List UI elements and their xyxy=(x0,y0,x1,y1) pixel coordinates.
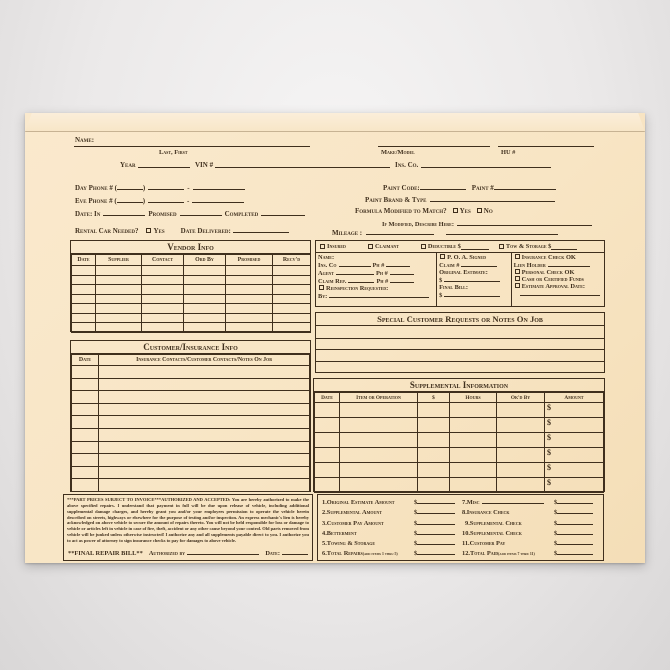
vendor-empty-row xyxy=(72,294,311,304)
special-requests-title: Special Customer Requests or Notes On Job xyxy=(316,313,604,326)
hu-blank-line xyxy=(498,141,594,147)
tow-blank xyxy=(551,244,577,250)
paint-code-blank xyxy=(420,184,466,190)
year-label: Year xyxy=(120,161,136,169)
agent-ph-blank xyxy=(390,269,414,275)
special-requests-section xyxy=(315,312,605,373)
poa-label: P. O. A. Signed xyxy=(447,254,486,261)
ci-empty-row xyxy=(72,454,310,467)
tow-checkbox xyxy=(499,244,504,249)
terms-body: ***PART PRICES SUBJECT TO INVOICE***AUTHORIZED AND ACCEPTED: You are hereby authorized to make the above specified repairs. I understand that payment in full will be due upon release of vehicle, including additional supplemental damage charges, and hereby grant you and/or your employees permission to operate the vehicle herein described on streets, highways or elsewhere for the purpose of testing and/or inspection. An express mechanic's lien is hereby acknowledged on above vehicle to secure the amount of repairs thereto. You will not be held responsible for loss or damage to vehicle or articles left in vehicle in case of fire, theft, accident or any other cause beyond your control. Old parts removed from vehicle will be junked unless otherwise instructed! I authorize any and all supplements payable direct to you. I authorize you to act as power of attorney to sign insurance checks to pay for damages to above vehicle. xyxy=(67,497,309,543)
total-item-8-amount xyxy=(554,508,599,516)
total-item-4-amount xyxy=(414,529,462,537)
by-row xyxy=(318,292,434,300)
total-item-1-label: 1.Original Estimate Amount xyxy=(322,499,395,506)
ci-empty-row xyxy=(72,466,310,479)
vendor-empty-row xyxy=(72,304,311,314)
sup-empty-row xyxy=(315,403,604,418)
total-item-6-label xyxy=(322,550,414,557)
ins-co-ph-blank xyxy=(386,261,410,267)
vendor-col-ordby: Ord By xyxy=(184,255,226,266)
dollar-sign: $ xyxy=(554,509,558,517)
name-sub-label: Last, First xyxy=(159,149,188,156)
sup-col-okd: Ok'd By xyxy=(497,393,545,403)
ci-empty-row xyxy=(72,428,310,441)
claim-num-row xyxy=(439,261,509,269)
original-estimate-amount-row xyxy=(439,276,509,284)
personal-check-row xyxy=(514,269,602,276)
mileage-blank-2 xyxy=(446,229,558,235)
formula-yes-label: Yes xyxy=(459,207,471,215)
paint-num-label: Paint # xyxy=(471,184,494,192)
personal-check-label: Personal Check OK xyxy=(521,269,575,277)
customer-insurance-table xyxy=(71,354,310,492)
total-item-5-blank xyxy=(417,539,455,545)
total-item-9-label: 9.Supplemental Check xyxy=(465,519,522,527)
dollar-sign: $ xyxy=(414,509,418,517)
by-label: By: xyxy=(318,293,328,301)
insurance-check-label: Insurance Check OK xyxy=(521,254,576,261)
promised-label: Promised xyxy=(148,210,177,218)
date-in-blank xyxy=(103,210,145,216)
total-item-3-amount xyxy=(414,519,462,527)
special-requests-empty-row xyxy=(316,349,604,361)
ins-co-label: Ins. Co xyxy=(318,262,337,270)
claim-rep-row xyxy=(318,277,434,285)
sup-amount-dollar: $ xyxy=(545,463,604,478)
claim-num-label: Claim # xyxy=(439,262,460,270)
customer-insurance-title: Customer/Insurance Info xyxy=(71,341,310,354)
ci-empty-row xyxy=(72,366,310,379)
ins-co-row xyxy=(318,261,434,269)
estimate-approval-checkbox xyxy=(515,283,520,288)
sup-amount-dollar: $ xyxy=(545,418,604,433)
ins-co-ph-label: Ph # xyxy=(372,262,385,270)
total-item-7-blank xyxy=(557,498,593,504)
final-repair-bill-label: **FINAL REPAIR BILL** xyxy=(68,549,143,557)
day-phone-row xyxy=(75,184,245,193)
paint-brand-blank xyxy=(430,196,555,202)
poa-row xyxy=(439,254,509,261)
total-item-2-amount xyxy=(414,508,462,516)
insured-checkbox xyxy=(320,244,325,249)
day-phone-dash: - xyxy=(187,184,190,192)
ci-empty-row xyxy=(72,391,310,404)
misc-label: 7.Misc xyxy=(462,499,480,506)
insurance-estimate-column xyxy=(437,253,512,307)
eve-phone-blank-2 xyxy=(192,197,244,203)
ci-empty-row xyxy=(72,416,310,429)
paint-num-blank xyxy=(494,184,556,190)
original-estimate-label: Original Estimate: xyxy=(439,269,488,277)
reinspection-label: Reinspection Requested: xyxy=(326,285,389,293)
total-item-3-label: 3.Customer Pay Amount xyxy=(322,519,384,527)
original-estimate-dollar: $ xyxy=(439,277,443,285)
sup-empty-row xyxy=(315,463,604,478)
make-model-blank-line xyxy=(378,141,490,147)
formula-yes-checkbox xyxy=(453,208,458,213)
ci-empty-row xyxy=(72,441,310,454)
claim-rep-blank xyxy=(348,277,374,283)
day-phone-label: Day Phone # ( xyxy=(75,184,117,192)
ins-name-label: Name: xyxy=(318,254,335,261)
total-item-9-amount xyxy=(554,519,599,527)
hu-label: HU # xyxy=(501,149,516,156)
final-bill-dollar: $ xyxy=(439,292,443,300)
sup-amount-dollar: $ xyxy=(545,433,604,448)
vendor-empty-row xyxy=(72,275,311,285)
sup-col-date: Date xyxy=(315,393,340,403)
total-item-4-label: 4.Betterment xyxy=(322,529,357,537)
original-estimate-blank xyxy=(444,276,500,282)
day-phone-blank-2 xyxy=(193,184,245,190)
dollar-sign: $ xyxy=(554,540,558,548)
lien-holder-row xyxy=(514,261,602,269)
vendor-empty-row xyxy=(72,323,311,333)
insured-label: Insured xyxy=(327,242,346,250)
cash-checkbox xyxy=(515,276,520,281)
sup-empty-row xyxy=(315,478,604,493)
name-blank-line xyxy=(74,141,310,147)
dollar-sign: $ xyxy=(414,529,418,537)
terms-section xyxy=(63,494,313,561)
total-item-5-amount xyxy=(414,539,462,547)
vendor-col-contact: Contact xyxy=(142,255,184,266)
estimate-approval-blank xyxy=(520,290,600,296)
claim-rep-label: Claim Rep. xyxy=(318,278,347,286)
promised-blank xyxy=(180,210,222,216)
ins-co-blank xyxy=(339,261,371,267)
rental-row xyxy=(75,227,289,236)
day-phone-area-blank xyxy=(117,184,143,190)
paint-code-label: Paint Code: xyxy=(383,184,420,192)
ci-empty-row xyxy=(72,479,310,492)
misc-desc-blank xyxy=(482,498,544,504)
totals-row xyxy=(322,529,599,539)
if-modified-row xyxy=(382,220,592,228)
sup-amount-dollar: $ xyxy=(545,403,604,418)
sup-amount-dollar: $ xyxy=(545,478,604,493)
auth-date-label: Date: xyxy=(265,549,280,557)
day-phone-blank-1 xyxy=(148,184,184,190)
eve-phone-blank-1 xyxy=(148,197,184,203)
authorized-by-blank xyxy=(187,549,259,555)
lien-holder-label: Lien Holder xyxy=(513,262,546,270)
sup-empty-row xyxy=(315,448,604,463)
completed-label: Completed xyxy=(224,210,259,218)
total-paid-sub: (add items 7 thru 11) xyxy=(498,552,535,557)
total-item-5-label: 5.Towing & Storage xyxy=(322,540,376,548)
rental-yes-checkbox xyxy=(146,228,151,233)
ci-empty-row xyxy=(72,403,310,416)
total-item-3-blank xyxy=(417,519,455,525)
paint-code-row xyxy=(383,184,556,193)
estimate-approval-blank-row xyxy=(514,290,602,296)
total-item-6-blank xyxy=(417,549,455,555)
deductible-blank xyxy=(461,244,489,250)
eve-phone-row xyxy=(75,197,244,206)
envelope-flap xyxy=(25,113,645,132)
total-item-10-amount xyxy=(554,529,599,537)
cash-row xyxy=(514,276,602,283)
total-item-10-label: 10.Supplemental Check xyxy=(462,529,522,537)
vendor-col-date: Date xyxy=(72,255,96,266)
total-item-1-blank xyxy=(417,498,455,504)
if-modified-blank xyxy=(457,220,592,226)
final-bill-label: Final Bill: xyxy=(439,284,468,292)
dollar-sign: $ xyxy=(414,540,418,548)
total-item-8-blank xyxy=(557,508,593,514)
estimate-approval-row xyxy=(514,283,602,290)
claim-num-blank xyxy=(461,261,497,267)
rental-label: Rental Car Needed? xyxy=(75,227,139,235)
by-blank xyxy=(329,292,429,298)
sup-col-item: Item or Operation xyxy=(340,393,418,403)
totals-row xyxy=(322,498,599,508)
rental-yes-label: Yes xyxy=(153,227,165,235)
vendor-empty-row xyxy=(72,313,311,323)
date-delivered-blank xyxy=(233,227,289,233)
supplemental-section xyxy=(313,378,605,492)
insurance-section xyxy=(315,240,605,307)
sup-col-dollar: $ xyxy=(418,393,450,403)
insurance-contact-column xyxy=(316,253,437,307)
special-requests-empty-row xyxy=(316,326,604,338)
vendor-info-title: Vendor Info xyxy=(71,241,310,254)
dollar-sign: $ xyxy=(554,550,558,558)
eve-phone-paren: ) xyxy=(142,197,146,205)
name-label: Name: xyxy=(75,136,95,144)
eve-phone-dash: - xyxy=(187,197,190,205)
total-paid-label: 12.Total Paid xyxy=(462,550,499,558)
insurance-check-row xyxy=(514,254,602,261)
date-row xyxy=(75,210,305,219)
totals-section xyxy=(317,494,604,561)
supplemental-title: Supplemental Information xyxy=(314,379,604,392)
dollar-sign: $ xyxy=(554,529,558,537)
auth-date-blank xyxy=(282,549,308,555)
mileage-label: Mileage : xyxy=(332,229,363,237)
vendor-empty-row xyxy=(72,266,311,276)
totals-row xyxy=(322,519,599,529)
total-item-1-amount xyxy=(414,498,462,506)
vendor-col-promised: Promised xyxy=(226,255,273,266)
vin-label: VIN # xyxy=(195,161,214,169)
formula-no-label: No xyxy=(483,207,493,215)
total-item-2-label: 2.Supplemental Amount xyxy=(322,509,382,517)
dollar-sign: $ xyxy=(414,550,418,558)
dollar-sign: $ xyxy=(554,499,558,506)
total-item-4-blank xyxy=(417,529,455,535)
total-item-11-amount xyxy=(554,539,599,547)
total-item-12-blank xyxy=(557,549,593,555)
supplemental-table xyxy=(314,392,604,493)
claimant-label: Claimant xyxy=(374,242,399,250)
authorized-by-label: Authorized by xyxy=(148,549,186,557)
deductible-checkbox xyxy=(421,244,426,249)
reinspection-checkbox xyxy=(319,285,324,290)
date-in-label: Date: In xyxy=(75,210,101,218)
vendor-col-supplier: Supplier xyxy=(96,255,142,266)
sup-col-hours: Hours xyxy=(450,393,497,403)
vendor-info-table xyxy=(71,254,311,333)
insurance-type-row xyxy=(316,241,604,253)
claim-rep-ph-label: Ph # xyxy=(376,278,389,286)
total-item-10-blank xyxy=(557,529,593,535)
total-item-11-blank xyxy=(557,539,593,545)
totals-row xyxy=(322,539,599,549)
eve-phone-label: Eve Phone # ( xyxy=(75,197,117,205)
special-requests-empty-row xyxy=(316,361,604,373)
total-item-7-label xyxy=(462,498,554,506)
sup-col-amount: Amount xyxy=(545,393,604,403)
total-item-7-amount xyxy=(554,498,599,506)
dollar-sign: $ xyxy=(414,499,418,506)
total-item-6-amount xyxy=(414,549,462,557)
agent-blank xyxy=(336,269,374,275)
lien-holder-blank xyxy=(548,261,590,267)
insurance-payment-column xyxy=(512,253,604,307)
total-item-12-label xyxy=(462,550,554,557)
insurance-columns xyxy=(316,253,604,307)
mileage-row xyxy=(332,229,558,238)
ci-col-contacts: Insurance Contacts/Customer Contacts/Notes On Job xyxy=(99,355,310,366)
total-item-11-label: 11.Customer Pay xyxy=(462,540,506,548)
personal-check-checkbox xyxy=(515,269,520,274)
dollar-sign: $ xyxy=(554,519,558,527)
total-item-12-amount xyxy=(554,549,599,557)
total-repairs-label: 6.Total Repairs xyxy=(322,550,363,558)
reinspection-row xyxy=(318,285,434,292)
vendor-info-section xyxy=(70,240,311,332)
sup-amount-dollar: $ xyxy=(545,448,604,463)
agent-ph-label: Ph # xyxy=(375,270,388,278)
date-delivered-label: Date Delivered: xyxy=(180,227,231,235)
totals-row xyxy=(322,508,599,518)
agent-label: Agent xyxy=(318,270,334,278)
agent-row xyxy=(318,269,434,277)
final-bill-blank xyxy=(444,291,500,297)
claim-rep-ph-blank xyxy=(390,277,414,283)
final-bill-amount-row xyxy=(439,291,509,299)
paint-brand-row xyxy=(365,196,555,205)
total-repairs-sub: (add items 1 thru 5) xyxy=(362,552,398,557)
eve-phone-area-blank xyxy=(117,197,143,203)
ins-co-blank-line xyxy=(421,162,551,168)
special-requests-empty-row xyxy=(316,338,604,350)
day-phone-paren: ) xyxy=(142,184,146,192)
make-model-label: Make/Model xyxy=(381,149,415,156)
estimate-approval-label: Estimate Approval Date: xyxy=(521,283,586,291)
tow-label: Tow & Storage $ xyxy=(505,242,552,250)
claimant-checkbox xyxy=(368,244,373,249)
repair-order-envelope xyxy=(25,113,645,563)
formula-row xyxy=(355,208,493,216)
deductible-label: Deductible $ xyxy=(427,242,461,250)
dollar-sign: $ xyxy=(414,519,418,527)
final-repair-bill-row xyxy=(68,549,308,557)
vendor-col-recvd: Recv'd xyxy=(273,255,311,266)
insurance-check-checkbox xyxy=(515,254,520,259)
paint-brand-label: Paint Brand & Type xyxy=(365,196,427,204)
customer-insurance-section xyxy=(70,340,311,492)
sup-empty-row xyxy=(315,433,604,448)
total-item-2-blank xyxy=(417,508,455,514)
vin-blank-line xyxy=(215,162,390,168)
year-blank-line xyxy=(138,162,190,168)
formula-label: Formula Modified to Match? xyxy=(355,207,447,215)
ci-empty-row xyxy=(72,378,310,391)
vendor-empty-row xyxy=(72,285,311,295)
if-modified-label: If Modified, Describe Here: xyxy=(382,221,454,228)
mileage-blank-1 xyxy=(366,229,434,235)
total-item-9-blank xyxy=(557,519,593,525)
ins-co-label: Ins. Co. xyxy=(395,161,419,169)
ci-col-date: Date xyxy=(72,355,99,366)
totals-row xyxy=(322,549,599,559)
completed-blank xyxy=(261,210,305,216)
formula-no-checkbox xyxy=(477,208,482,213)
sup-empty-row xyxy=(315,418,604,433)
total-item-8-label: 8.Insurance Check xyxy=(462,509,510,517)
poa-checkbox xyxy=(440,254,445,259)
cash-label: Cash or Certified Funds xyxy=(521,276,584,284)
